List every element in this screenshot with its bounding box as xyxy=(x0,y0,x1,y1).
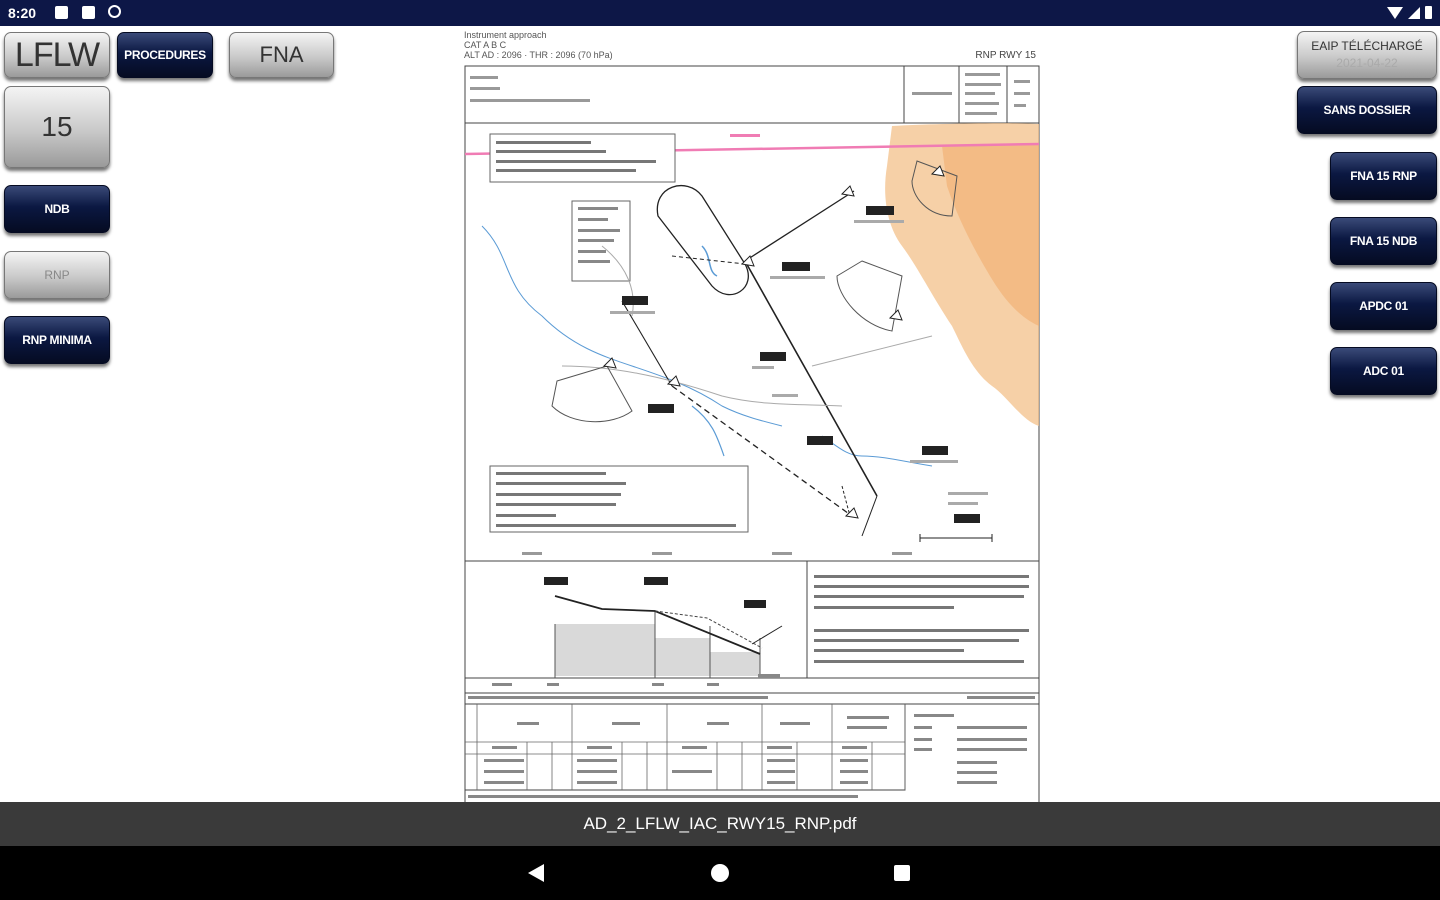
fna-15-rnp-button[interactable]: FNA 15 RNP xyxy=(1330,152,1437,200)
procedures-button[interactable]: PROCEDURES xyxy=(117,32,213,78)
sd-card-icon xyxy=(82,6,95,19)
fna-15-ndb-button[interactable]: FNA 15 NDB xyxy=(1330,217,1437,265)
status-right xyxy=(1387,6,1432,19)
eaip-label: EAIP TÉLÉCHARGÉ xyxy=(1311,39,1423,53)
notification-icon xyxy=(55,6,68,19)
airport-code-button[interactable]: LFLW xyxy=(4,32,110,78)
apdc-01-button[interactable]: APDC 01 xyxy=(1330,282,1437,330)
approach-chart-graphic xyxy=(462,26,1042,802)
approach-chart-document[interactable] xyxy=(462,26,1042,802)
navigation-bar xyxy=(0,846,1440,900)
file-name-bar xyxy=(0,802,1440,846)
back-icon[interactable] xyxy=(528,864,544,882)
wifi-icon xyxy=(1387,7,1403,19)
rnp-button[interactable]: RNP xyxy=(4,251,110,299)
status-bar xyxy=(0,0,1440,26)
recent-apps-icon[interactable] xyxy=(894,865,910,881)
signal-icon xyxy=(1408,7,1420,19)
ndb-button[interactable]: NDB xyxy=(4,185,110,233)
home-icon[interactable] xyxy=(711,864,729,882)
adc-01-button[interactable]: ADC 01 xyxy=(1330,347,1437,395)
runway-button[interactable]: 15 xyxy=(4,86,110,168)
rnp-minima-button[interactable]: RNP MINIMA xyxy=(4,316,110,364)
eaip-status-button[interactable] xyxy=(1297,31,1437,79)
chart-header: Instrument approach CAT A B C ALT AD : 2096 · THR : 2096 (70 hPa) xyxy=(464,30,613,60)
sans-dossier-button[interactable]: SANS DOSSIER xyxy=(1297,86,1437,134)
status-time: 8:20 xyxy=(8,5,37,21)
sync-icon xyxy=(108,5,121,18)
file-name: AD_2_LFLW_IAC_RWY15_RNP.pdf xyxy=(583,814,857,833)
fna-button[interactable]: FNA xyxy=(229,32,334,78)
battery-icon xyxy=(1425,6,1432,19)
eaip-date: 2021-04-22 xyxy=(1336,56,1398,70)
chart-title: RNP RWY 15 xyxy=(975,50,1036,61)
